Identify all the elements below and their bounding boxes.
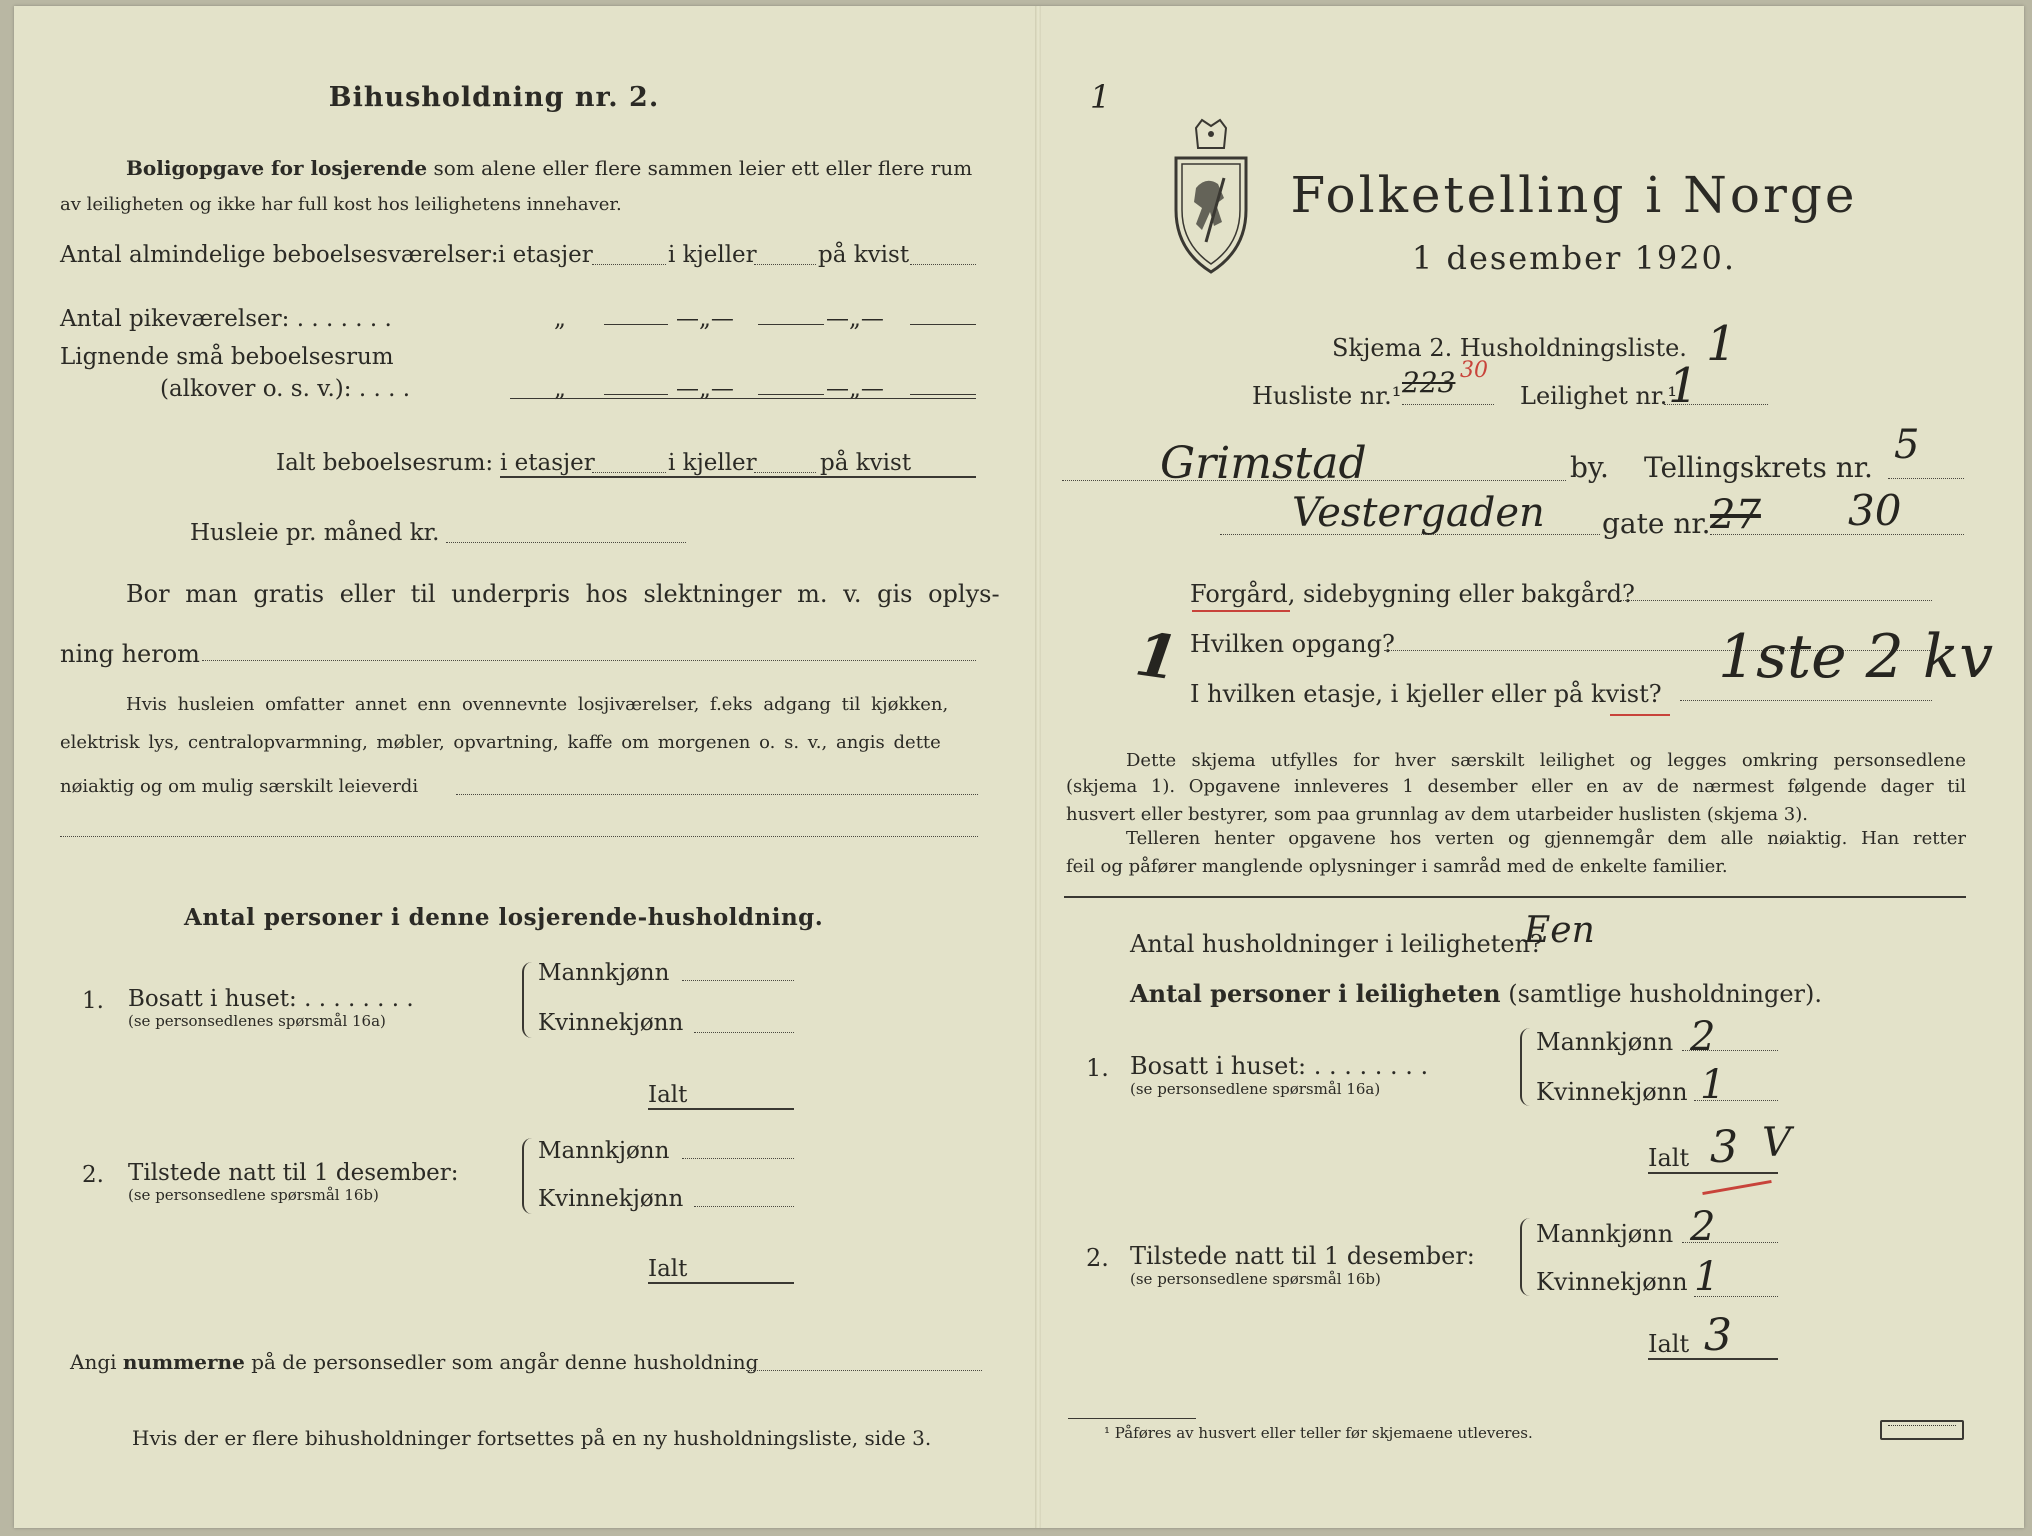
by-value: Grimstad <box>1160 438 1367 489</box>
kvist-underline <box>1610 714 1670 716</box>
right-q1-red-tick <box>1702 1180 1771 1195</box>
total-col-etasjer: i etasjer <box>500 450 595 476</box>
total-col-kjeller: i kjeller <box>668 450 757 476</box>
numbers-rest: på de personsedler som angår denne husholdning <box>251 1350 759 1374</box>
schema-label: Skjema 2. Husholdningsliste. <box>1332 334 1687 362</box>
total-rooms-label: Ialt beboelsesrum: <box>276 450 494 476</box>
right-q1-male-line <box>1682 1050 1778 1051</box>
krets-label: Tellingskrets nr. <box>1644 451 1873 484</box>
total-rooms-rule <box>500 476 976 478</box>
left-q2-num: 2. <box>82 1162 104 1188</box>
right-q2-female: Kvinnekjønn <box>1536 1268 1688 1296</box>
left-q1-total-line <box>648 1108 794 1110</box>
left-q1-male: Mannkjønn <box>538 960 670 986</box>
free-line-1: Bor man gratis eller til underpris hos slektninger m. v. gis oplys- <box>126 580 1000 608</box>
rooms-kvist-line <box>910 264 976 265</box>
right-q1-total-line <box>1648 1172 1778 1174</box>
gate-label: gate nr. <box>1602 507 1711 540</box>
instr-1: Dette skjema utfylles for hver særskilt leilighet og legges omkring personsedlene <box>1126 750 1966 771</box>
left-q1-total: Ialt <box>648 1082 688 1108</box>
left-q2-brace <box>522 1138 534 1214</box>
left-q1-num: 1. <box>82 988 104 1014</box>
right-q2-brace <box>1520 1218 1532 1296</box>
right-q2-total-value: 3 <box>1704 1310 1732 1361</box>
right-title: Folketelling i Norge <box>1290 166 1858 224</box>
small-ditto-3: —„— <box>826 376 884 402</box>
husliste-label: Husliste nr.¹ <box>1252 382 1402 410</box>
free-line <box>202 660 976 661</box>
right-q1-male: Mannkjønn <box>1536 1028 1674 1056</box>
small-rooms-2: (alkover o. s. v.): . . . . <box>160 376 411 402</box>
numbers-pre: Angi <box>70 1350 117 1374</box>
pike-ditto-2: —„— <box>676 306 734 332</box>
leilighet-label: Leilighet nr.¹ <box>1520 382 1678 410</box>
small-ditto-2: —„— <box>676 376 734 402</box>
right-q1-female-value: 1 <box>1700 1062 1726 1108</box>
rent-line <box>446 542 686 543</box>
small-line-3 <box>910 394 976 395</box>
includes-extra-line <box>60 836 978 837</box>
left-q2-female-line <box>694 1206 794 1207</box>
pike-line-1 <box>604 324 668 325</box>
right-persons-bold: Antal personer i leiligheten <box>1130 979 1501 1008</box>
right-q2-total: Ialt <box>1648 1330 1690 1358</box>
total-col-kvist: på kvist <box>820 450 912 476</box>
numbers-bold: nummerne <box>122 1350 245 1374</box>
etasje-line <box>1680 700 1932 701</box>
includes-line-3: nøiaktig og om mulig særskilt leieverdi <box>60 776 419 797</box>
right-q2-total-line <box>1648 1358 1778 1360</box>
includes-line <box>456 794 978 795</box>
left-q1-brace <box>522 962 534 1038</box>
center-fold <box>1035 6 1041 1528</box>
households-label: Antal husholdninger i leiligheten? <box>1130 930 1543 958</box>
instr-3: husvert eller bestyrer, som paa grunnlag av dem utarbeider huslisten (skjema 3). <box>1066 804 1808 825</box>
intro-rest: som alene eller flere sammen leier ett eller flere rum <box>433 156 973 180</box>
left-q2-male-line <box>682 1158 794 1159</box>
rent-label: Husleie pr. måned kr. <box>190 520 440 546</box>
right-persons-heading <box>1130 979 1823 1008</box>
right-q1-label: Bosatt i huset: . . . . . . . . <box>1130 1052 1429 1080</box>
right-q1-total: Ialt <box>1648 1144 1690 1172</box>
rooms-col-kjeller: i kjeller <box>668 242 757 268</box>
right-q2-num: 2. <box>1086 1244 1109 1272</box>
right-q2-male-line <box>1682 1242 1778 1243</box>
instr-2: (skjema 1). Opgavene innleveres 1 desember eller en av de nærmest følgende dager til <box>1066 776 1966 797</box>
right-q1-sub: (se personsedlene spørsmål 16a) <box>1130 1080 1381 1098</box>
small-sum-line <box>510 398 976 399</box>
intro-bold: Boligopgave for losjerende <box>126 156 428 180</box>
leilighet-value: 1 <box>1668 358 1699 414</box>
right-q2-male-value: 2 <box>1690 1204 1716 1250</box>
etasje-value: 1ste 2 kv <box>1718 622 1994 692</box>
numbers-line-dots <box>746 1370 982 1371</box>
left-q1-sub: (se personsedlenes spørsmål 16a) <box>128 1012 386 1030</box>
continue-note: Hvis der er flere bihusholdninger fortsettes på en ny husholdningsliste, side 3. <box>132 1426 932 1450</box>
right-q1-brace <box>1520 1028 1532 1106</box>
right-q1-check: V <box>1762 1120 1791 1166</box>
rooms-etasjer-line <box>592 264 666 265</box>
left-persons-heading: Antal personer i denne losjerende-husholdning. <box>184 904 824 931</box>
numbers-line <box>70 1352 758 1372</box>
pike-ditto-1: „ <box>554 306 566 332</box>
total-kjeller-line <box>754 472 816 473</box>
street-value: Vestergaden <box>1292 490 1545 536</box>
instr-4: Telleren henter opgavene hos verten og gjennemgår dem alle nøiaktig. Han retter <box>1126 828 1966 849</box>
right-q1-total-value: 3 <box>1710 1122 1738 1173</box>
left-q2-male: Mannkjønn <box>538 1138 670 1164</box>
rooms-col-kvist: på kvist <box>818 242 910 268</box>
by-line <box>1062 480 1566 481</box>
footnote-rule <box>1068 1418 1196 1419</box>
forgard-line <box>1620 600 1932 601</box>
small-rooms-1: Lignende små beboelsesrum <box>60 344 394 370</box>
gate-value: 30 <box>1848 486 1902 535</box>
right-q2-label: Tilstede natt til 1 desember: <box>1130 1242 1475 1270</box>
small-line-2 <box>758 394 824 395</box>
left-q2-female: Kvinnekjønn <box>538 1186 684 1212</box>
instr-5: feil og påfører manglende oplysninger i samråd med de enkelte familier. <box>1066 856 1728 877</box>
pike-ditto-3: —„— <box>826 306 884 332</box>
intro-line-2: av leiligheten og ikke har full kost hos leilighetens innehaver. <box>60 194 622 215</box>
left-q2-label: Tilstede natt til 1 desember: <box>128 1160 459 1186</box>
rooms-col-etasjer: i etasjer <box>498 242 593 268</box>
right-q2-female-line <box>1694 1296 1778 1297</box>
households-value: Een <box>1524 910 1595 951</box>
gate-struck: 27 <box>1710 492 1761 538</box>
husliste-corrected: 30 <box>1460 358 1488 383</box>
forgard-underline <box>1192 610 1290 612</box>
page-mark: 1 <box>1090 78 1111 116</box>
small-ditto-1: „ <box>554 376 566 402</box>
left-q1-male-line <box>682 980 794 981</box>
krets-value: 5 <box>1894 422 1920 468</box>
leilighet-line <box>1664 404 1768 405</box>
norway-coat-of-arms <box>1166 118 1256 276</box>
coat-of-arms-icon <box>1166 118 1256 276</box>
includes-line-1: Hvis husleien omfatter annet enn ovennevnte losjiværelser, f.eks adgang til kjøkken, <box>126 694 949 715</box>
etasje-label: I hvilken etasje, i kjeller eller på kvist? <box>1190 680 1662 708</box>
printer-stamp <box>1880 1420 1964 1440</box>
printer-stamp-dots <box>1888 1425 1956 1426</box>
pike-label: Antal pikeværelser: . . . . . . . <box>60 306 392 332</box>
left-q2-total: Ialt <box>648 1256 688 1282</box>
husliste-line <box>1402 404 1494 405</box>
opgang-label: Hvilken opgang? <box>1190 630 1395 658</box>
right-q2-male: Mannkjønn <box>1536 1220 1674 1248</box>
census-form-sheet <box>14 6 2024 1528</box>
forgard-label: Forgård, sidebygning eller bakgård? <box>1190 580 1635 608</box>
husliste-value: 223 <box>1402 366 1456 399</box>
left-q2-sub: (se personsedlene spørsmål 16b) <box>128 1186 379 1204</box>
street-line <box>1220 534 1600 535</box>
right-persons-rest: (samtlige husholdninger). <box>1508 980 1823 1008</box>
right-q1-num: 1. <box>1086 1054 1109 1082</box>
left-q1-female-line <box>694 1032 794 1033</box>
intro-line-1 <box>126 158 972 178</box>
left-q1-label: Bosatt i huset: . . . . . . . . <box>128 986 414 1012</box>
right-q2-sub: (se personsedlene spørsmål 16b) <box>1130 1270 1381 1288</box>
schema-mark: 1 <box>1706 316 1737 372</box>
gate-line <box>1710 534 1964 535</box>
includes-line-2: elektrisk lys, centralopvarmning, møbler, opvartning, kaffe om morgenen o. s. v., angis dette <box>60 732 941 753</box>
right-q1-female: Kvinnekjønn <box>1536 1078 1688 1106</box>
left-q1-female: Kvinnekjønn <box>538 1010 684 1036</box>
left-title: Bihusholdning nr. 2. <box>328 82 660 113</box>
total-etasjer-line <box>592 472 666 473</box>
by-label: by. <box>1570 451 1609 484</box>
right-date: 1 desember 1920. <box>1411 239 1737 277</box>
small-line-1 <box>604 394 668 395</box>
pike-line-2 <box>758 324 824 325</box>
free-line-2: ning herom <box>60 640 200 668</box>
margin-mark: 1 <box>1131 619 1183 695</box>
right-q1-female-line <box>1694 1100 1778 1101</box>
rooms-label: Antal almindelige beboelsesværelser: <box>60 242 499 268</box>
pike-line-3 <box>910 324 976 325</box>
footnote: ¹ Påføres av husvert eller teller før skjemaene utleveres. <box>1104 1424 1533 1442</box>
right-q1-male-value: 2 <box>1690 1014 1716 1060</box>
krets-line <box>1888 478 1964 479</box>
rooms-kjeller-line <box>754 264 816 265</box>
right-q2-female-value: 1 <box>1694 1254 1720 1300</box>
instructions-rule <box>1064 896 1966 898</box>
left-q2-total-line <box>648 1282 794 1284</box>
